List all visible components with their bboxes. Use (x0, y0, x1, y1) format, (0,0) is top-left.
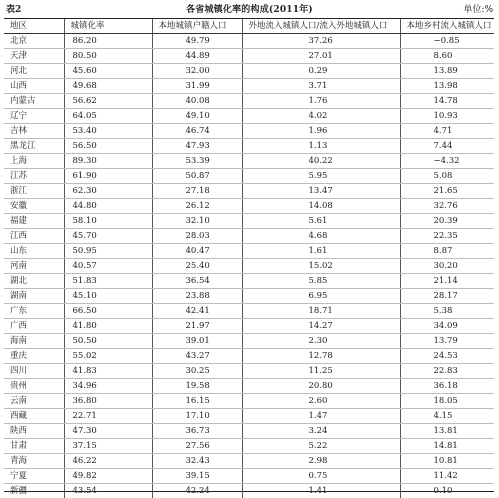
table-row (4, 334, 494, 349)
urbanization-rate-cell: 86.20 (64, 34, 152, 49)
local-urban-registered-cell: 50.87 (152, 169, 242, 184)
table-row (4, 319, 494, 334)
migrant-net-cell: 14.27 (242, 319, 400, 334)
local-rural-inflow-cell: 5.08 (400, 169, 494, 184)
local-rural-inflow-cell: 22.83 (400, 364, 494, 379)
migrant-net-cell: 1.61 (242, 244, 400, 259)
region-cell: 湖北 (4, 274, 64, 289)
urbanization-rate-cell: 46.22 (64, 454, 152, 469)
local-rural-inflow-cell: 21.14 (400, 274, 494, 289)
urbanization-rate-cell: 66.50 (64, 304, 152, 319)
urbanization-rate-cell: 55.02 (64, 349, 152, 364)
urbanization-rate-cell: 89.30 (64, 154, 152, 169)
region-cell: 黑龙江 (4, 139, 64, 154)
header-row (4, 19, 494, 34)
local-urban-registered-cell: 49.10 (152, 109, 242, 124)
table-row (4, 229, 494, 244)
region-cell: 湖南 (4, 289, 64, 304)
urbanization-rate-cell: 49.82 (64, 469, 152, 484)
table-row (4, 199, 494, 214)
local-urban-registered-cell: 25.40 (152, 259, 242, 274)
local-rural-inflow-cell: 14.81 (400, 439, 494, 454)
migrant-net-cell: 3.71 (242, 79, 400, 94)
local-urban-registered-cell: 19.58 (152, 379, 242, 394)
region-cell: 天津 (4, 49, 64, 64)
migrant-net-cell: 2.98 (242, 454, 400, 469)
local-urban-registered-cell: 39.01 (152, 334, 242, 349)
table-row (4, 49, 494, 64)
migrant-net-cell: 14.08 (242, 199, 400, 214)
region-cell: 海南 (4, 334, 64, 349)
local-urban-registered-cell: 23.88 (152, 289, 242, 304)
table-row (4, 424, 494, 439)
urbanization-rate-cell: 61.90 (64, 169, 152, 184)
migrant-net-cell: 27.01 (242, 49, 400, 64)
urbanization-rate-cell: 50.50 (64, 334, 152, 349)
migrant-net-cell: 5.85 (242, 274, 400, 289)
local-rural-inflow-cell: −4.32 (400, 154, 494, 169)
region-cell: 福建 (4, 214, 64, 229)
migrant-net-cell: 1.47 (242, 409, 400, 424)
table-row (4, 409, 494, 424)
local-rural-inflow-cell: 18.05 (400, 394, 494, 409)
local-rural-inflow-cell: 36.18 (400, 379, 494, 394)
region-cell: 河北 (4, 64, 64, 79)
table-row (4, 394, 494, 409)
local-urban-registered-cell: 32.10 (152, 214, 242, 229)
migrant-net-cell: 40.22 (242, 154, 400, 169)
urbanization-rate-cell: 45.70 (64, 229, 152, 244)
migrant-net-cell: 11.25 (242, 364, 400, 379)
local-urban-registered-cell: 28.03 (152, 229, 242, 244)
region-cell: 陕西 (4, 424, 64, 439)
urbanization-rate-cell: 44.80 (64, 199, 152, 214)
region-cell: 江西 (4, 229, 64, 244)
local-rural-inflow-cell: 32.76 (400, 199, 494, 214)
local-urban-registered-cell: 21.97 (152, 319, 242, 334)
region-cell: 广西 (4, 319, 64, 334)
migrant-net-cell: 1.96 (242, 124, 400, 139)
urbanization-rate-cell: 64.05 (64, 109, 152, 124)
migrant-net-cell: 6.95 (242, 289, 400, 304)
migrant-net-cell: 3.24 (242, 424, 400, 439)
local-urban-registered-cell: 44.89 (152, 49, 242, 64)
migrant-net-cell: 5.95 (242, 169, 400, 184)
urbanization-rate-cell: 50.95 (64, 244, 152, 259)
local-rural-inflow-cell: 7.44 (400, 139, 494, 154)
region-cell: 内蒙古 (4, 94, 64, 109)
local-rural-inflow-cell: 0.10 (400, 484, 494, 498)
local-rural-inflow-cell: 4.15 (400, 409, 494, 424)
local-rural-inflow-cell: 22.35 (400, 229, 494, 244)
migrant-net-cell: 1.41 (242, 484, 400, 498)
migrant-net-cell: 20.80 (242, 379, 400, 394)
region-cell: 重庆 (4, 349, 64, 364)
region-cell: 广东 (4, 304, 64, 319)
table-title: 各省城镇化率的构成(2011年) (4, 3, 495, 17)
migrant-net-cell: 1.76 (242, 94, 400, 109)
region-cell: 安徽 (4, 199, 64, 214)
local-urban-registered-cell: 32.00 (152, 64, 242, 79)
region-cell: 新疆 (4, 484, 64, 498)
region-cell: 山西 (4, 79, 64, 94)
region-cell: 河南 (4, 259, 64, 274)
column-header-region: 地区 (4, 19, 64, 34)
table-head (4, 19, 494, 34)
region-cell: 云南 (4, 394, 64, 409)
table-row (4, 94, 494, 109)
local-urban-registered-cell: 40.47 (152, 244, 242, 259)
local-urban-registered-cell: 27.56 (152, 439, 242, 454)
region-cell: 青海 (4, 454, 64, 469)
region-cell: 山东 (4, 244, 64, 259)
migrant-net-cell: 0.75 (242, 469, 400, 484)
table-row (4, 304, 494, 319)
local-rural-inflow-cell: 5.38 (400, 304, 494, 319)
region-cell: 甘肃 (4, 439, 64, 454)
migrant-net-cell: 2.30 (242, 334, 400, 349)
local-urban-registered-cell: 30.25 (152, 364, 242, 379)
local-urban-registered-cell: 32.43 (152, 454, 242, 469)
table-row (4, 214, 494, 229)
migrant-net-cell: 2.60 (242, 394, 400, 409)
table-row (4, 289, 494, 304)
local-urban-registered-cell: 43.27 (152, 349, 242, 364)
local-rural-inflow-cell: 11.42 (400, 469, 494, 484)
local-urban-registered-cell: 42.24 (152, 484, 242, 498)
local-rural-inflow-cell: 10.93 (400, 109, 494, 124)
table-row (4, 124, 494, 139)
migrant-net-cell: 4.68 (242, 229, 400, 244)
local-rural-inflow-cell: 28.17 (400, 289, 494, 304)
table-row (4, 79, 494, 94)
urbanization-rate-cell: 51.83 (64, 274, 152, 289)
urbanization-table (4, 19, 494, 498)
migrant-net-cell: 5.22 (242, 439, 400, 454)
local-urban-registered-cell: 40.08 (152, 94, 242, 109)
local-urban-registered-cell: 46.74 (152, 124, 242, 139)
column-header-urbanization-rate: 城镇化率 (64, 19, 152, 34)
urbanization-rate-cell: 56.62 (64, 94, 152, 109)
local-urban-registered-cell: 53.39 (152, 154, 242, 169)
table-header (4, 3, 495, 17)
region-cell: 江苏 (4, 169, 64, 184)
urbanization-rate-cell: 56.50 (64, 139, 152, 154)
urbanization-rate-cell: 49.68 (64, 79, 152, 94)
region-cell: 辽宁 (4, 109, 64, 124)
local-rural-inflow-cell: 8.60 (400, 49, 494, 64)
table-row (4, 379, 494, 394)
urbanization-rate-cell: 22.71 (64, 409, 152, 424)
table-row (4, 64, 494, 79)
urbanization-rate-cell: 43.54 (64, 484, 152, 498)
urbanization-rate-cell: 41.83 (64, 364, 152, 379)
table-row (4, 349, 494, 364)
region-cell: 西藏 (4, 409, 64, 424)
urbanization-rate-cell: 41.80 (64, 319, 152, 334)
migrant-net-cell: 4.02 (242, 109, 400, 124)
table-row (4, 274, 494, 289)
region-cell: 宁夏 (4, 469, 64, 484)
local-rural-inflow-cell: 13.79 (400, 334, 494, 349)
migrant-net-cell: 15.02 (242, 259, 400, 274)
table-label: 表2 (6, 3, 21, 17)
migrant-net-cell: 12.78 (242, 349, 400, 364)
column-header-local-rural-inflow: 本地乡村流入城镇人口 (400, 19, 494, 34)
urbanization-rate-cell: 36.80 (64, 394, 152, 409)
column-header-local-urban-registered: 本地城镇户籍人口 (152, 19, 242, 34)
table-row (4, 184, 494, 199)
local-rural-inflow-cell: 4.71 (400, 124, 494, 139)
local-rural-inflow-cell: 24.53 (400, 349, 494, 364)
unit-label: 单位:% (463, 3, 493, 17)
local-urban-registered-cell: 36.73 (152, 424, 242, 439)
local-urban-registered-cell: 39.15 (152, 469, 242, 484)
urbanization-rate-cell: 47.30 (64, 424, 152, 439)
table-row (4, 364, 494, 379)
local-rural-inflow-cell: 10.81 (400, 454, 494, 469)
local-urban-registered-cell: 36.54 (152, 274, 242, 289)
table-row (4, 139, 494, 154)
migrant-net-cell: 1.13 (242, 139, 400, 154)
table-row (4, 34, 494, 49)
region-cell: 四川 (4, 364, 64, 379)
urbanization-rate-cell: 58.10 (64, 214, 152, 229)
local-rural-inflow-cell: 13.98 (400, 79, 494, 94)
table-row (4, 109, 494, 124)
local-rural-inflow-cell: 14.78 (400, 94, 494, 109)
urbanization-table-container (4, 18, 494, 492)
local-rural-inflow-cell: 20.39 (400, 214, 494, 229)
local-urban-registered-cell: 47.93 (152, 139, 242, 154)
region-cell: 吉林 (4, 124, 64, 139)
table-row (4, 484, 494, 498)
local-rural-inflow-cell: 13.89 (400, 64, 494, 79)
migrant-net-cell: 13.47 (242, 184, 400, 199)
table-row (4, 259, 494, 274)
local-urban-registered-cell: 27.18 (152, 184, 242, 199)
urbanization-rate-cell: 37.15 (64, 439, 152, 454)
urbanization-rate-cell: 45.10 (64, 289, 152, 304)
local-rural-inflow-cell: −0.85 (400, 34, 494, 49)
table-body (4, 34, 494, 498)
urbanization-rate-cell: 53.40 (64, 124, 152, 139)
local-urban-registered-cell: 16.15 (152, 394, 242, 409)
region-cell: 北京 (4, 34, 64, 49)
region-cell: 浙江 (4, 184, 64, 199)
migrant-net-cell: 37.26 (242, 34, 400, 49)
urbanization-rate-cell: 45.60 (64, 64, 152, 79)
local-rural-inflow-cell: 34.09 (400, 319, 494, 334)
table-row (4, 469, 494, 484)
local-urban-registered-cell: 42.41 (152, 304, 242, 319)
table-row (4, 439, 494, 454)
urbanization-rate-cell: 40.57 (64, 259, 152, 274)
local-urban-registered-cell: 17.10 (152, 409, 242, 424)
local-urban-registered-cell: 31.99 (152, 79, 242, 94)
local-urban-registered-cell: 26.12 (152, 199, 242, 214)
urbanization-rate-cell: 34.96 (64, 379, 152, 394)
local-rural-inflow-cell: 8.87 (400, 244, 494, 259)
migrant-net-cell: 18.71 (242, 304, 400, 319)
table-row (4, 244, 494, 259)
region-cell: 上海 (4, 154, 64, 169)
table-row (4, 154, 494, 169)
local-rural-inflow-cell: 13.81 (400, 424, 494, 439)
local-rural-inflow-cell: 21.65 (400, 184, 494, 199)
urbanization-rate-cell: 62.30 (64, 184, 152, 199)
migrant-net-cell: 0.29 (242, 64, 400, 79)
urbanization-rate-cell: 80.50 (64, 49, 152, 64)
region-cell: 贵州 (4, 379, 64, 394)
table-row (4, 169, 494, 184)
migrant-net-cell: 5.61 (242, 214, 400, 229)
local-rural-inflow-cell: 30.20 (400, 259, 494, 274)
local-urban-registered-cell: 49.79 (152, 34, 242, 49)
column-header-migrant-net: 外地流入城镇人口/流入外地城镇人口 (242, 19, 400, 34)
table-row (4, 454, 494, 469)
